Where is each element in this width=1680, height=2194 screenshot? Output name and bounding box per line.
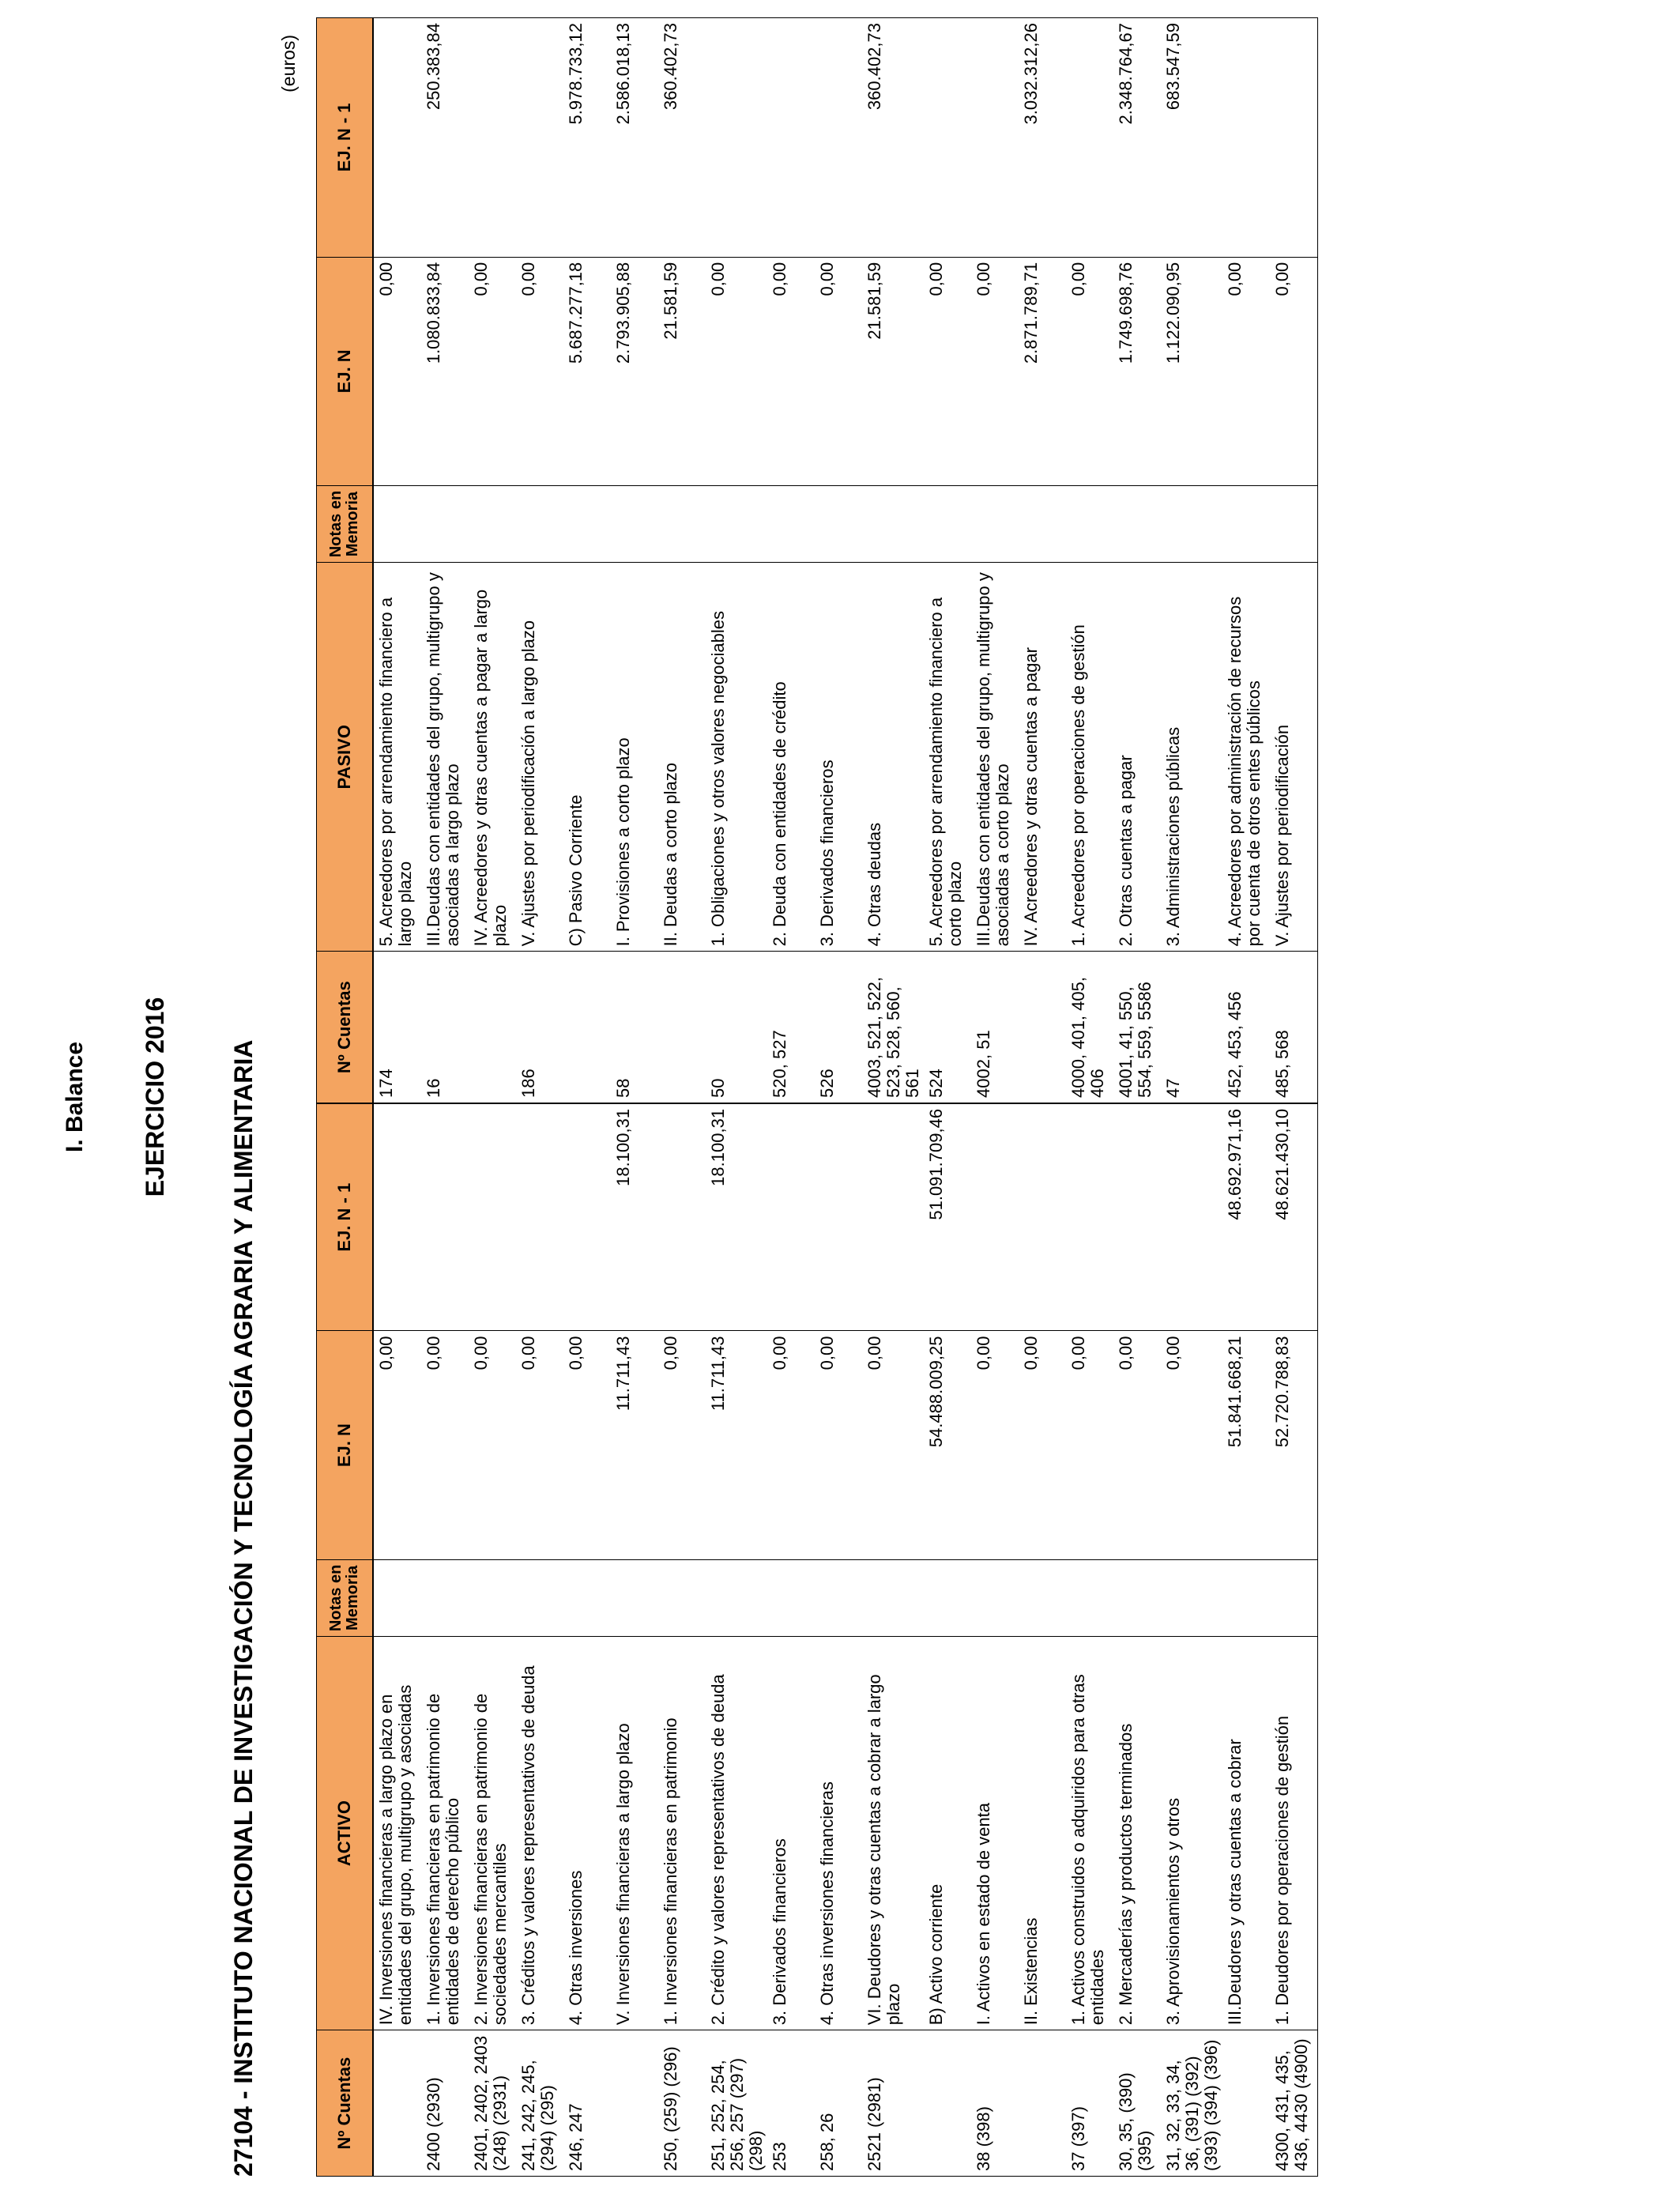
pasivo-notas-cell: [1270, 485, 1318, 562]
col-header-cuentas-activo: Nº Cuentas: [317, 2030, 374, 2177]
pasivo-ej-n1-cell: 2.348.764,67: [1113, 18, 1161, 258]
pasivo-notas-cell: [924, 485, 971, 562]
pasivo-cuentas-cell: 186: [516, 952, 563, 1103]
table-row: [611, 18, 658, 2177]
activo-notas-cell: [1222, 1559, 1270, 1636]
table-row: [1270, 18, 1318, 2177]
pasivo-ej-n-cell: 0,00: [815, 257, 862, 485]
pasivo-notas-cell: [862, 485, 924, 562]
pasivo-ej-n1-cell: 3.032.312,26: [1019, 18, 1066, 258]
activo-label-cell: 1. Inversiones financieras en patrimonio de entidades de derecho público: [421, 1636, 469, 2030]
activo-label-cell: 3. Derivados financieros: [767, 1636, 815, 2030]
pasivo-cuentas-cell: 452, 453, 456: [1222, 952, 1270, 1103]
activo-notas-cell: [611, 1559, 658, 1636]
pasivo-cuentas-cell: [1019, 952, 1066, 1103]
activo-notas-cell: [373, 1559, 421, 1636]
activo-label-cell: 1. Inversiones financieras en patrimonio: [658, 1636, 706, 2030]
pasivo-ej-n-cell: 1.080.833,84: [421, 257, 469, 485]
pasivo-label-cell: II. Deudas a corto plazo: [658, 563, 706, 952]
pasivo-ej-n1-cell: [469, 18, 516, 258]
table-row: [516, 18, 563, 2177]
activo-ej-n-cell: 0,00: [1019, 1331, 1066, 1559]
activo-ej-n-cell: 52.720.788,83: [1270, 1331, 1318, 1559]
activo-ej-n-cell: 0,00: [1161, 1331, 1222, 1559]
activo-ej-n1-cell: 18.100,31: [611, 1103, 658, 1331]
pasivo-cuentas-cell: 524: [924, 952, 971, 1103]
activo-label-cell: III.Deudores y otras cuentas a cobrar: [1222, 1636, 1270, 2030]
activo-notas-cell: [971, 1559, 1019, 1636]
pasivo-ej-n-cell: 21.581,59: [862, 257, 924, 485]
col-header-ej-n-activo: EJ. N: [317, 1331, 374, 1559]
activo-ej-n-cell: 0,00: [469, 1331, 516, 1559]
activo-ej-n1-cell: [1019, 1103, 1066, 1331]
pasivo-notas-cell: [1066, 485, 1113, 562]
pasivo-cuentas-cell: 4002, 51: [971, 952, 1019, 1103]
pasivo-ej-n1-cell: [373, 18, 421, 258]
pasivo-ej-n-cell: 0,00: [373, 257, 421, 485]
activo-ej-n-cell: 0,00: [971, 1331, 1019, 1559]
pasivo-ej-n-cell: 2.871.789,71: [1019, 257, 1066, 485]
pasivo-label-cell: 5. Acreedores por arrendamiento financiero a largo plazo: [373, 563, 421, 952]
activo-ej-n1-cell: [1066, 1103, 1113, 1331]
pasivo-ej-n-cell: 0,00: [767, 257, 815, 485]
page-title: I. Balance: [62, 1041, 88, 1153]
table-row: [1019, 18, 1066, 2177]
pasivo-notas-cell: [658, 485, 706, 562]
activo-label-cell: II. Existencias: [1019, 1636, 1066, 2030]
pasivo-label-cell: IV. Acreedores y otras cuentas a pagar a largo plazo: [469, 563, 516, 952]
table-row: [767, 18, 815, 2177]
col-header-ej-n1-pasivo: EJ. N - 1: [317, 18, 374, 258]
activo-notas-cell: [563, 1559, 611, 1636]
pasivo-cuentas-cell: 47: [1161, 952, 1222, 1103]
pasivo-ej-n1-cell: [1222, 18, 1270, 258]
activo-cuentas-cell: 250, (259) (296): [658, 2030, 706, 2177]
pasivo-label-cell: III.Deudas con entidades del grupo, multigrupo y asociadas a largo plazo: [421, 563, 469, 952]
activo-cuentas-cell: [1019, 2030, 1066, 2177]
balance-table: [316, 17, 1318, 2177]
activo-cuentas-cell: 2400 (2930): [421, 2030, 469, 2177]
activo-label-cell: 1. Deudores por operaciones de gestión: [1270, 1636, 1318, 2030]
pasivo-label-cell: V. Ajustes por periodificación a largo plazo: [516, 563, 563, 952]
activo-label-cell: 2. Inversiones financieras en patrimonio de sociedades mercantiles: [469, 1636, 516, 2030]
activo-notas-cell: [421, 1559, 469, 1636]
activo-notas-cell: [469, 1559, 516, 1636]
activo-ej-n-cell: 11.711,43: [706, 1331, 767, 1559]
activo-notas-cell: [862, 1559, 924, 1636]
pasivo-label-cell: V. Ajustes por periodificación: [1270, 563, 1318, 952]
activo-ej-n-cell: 51.841.668,21: [1222, 1331, 1270, 1559]
activo-ej-n-cell: 11.711,43: [611, 1331, 658, 1559]
pasivo-cuentas-cell: 4000, 401, 405, 406: [1066, 952, 1113, 1103]
exercise-title: EJERCICIO 2016: [141, 997, 169, 1197]
table-row: [1222, 18, 1270, 2177]
pasivo-notas-cell: [1161, 485, 1222, 562]
pasivo-cuentas-cell: 520, 527: [767, 952, 815, 1103]
table-row: [373, 18, 421, 2177]
activo-notas-cell: [924, 1559, 971, 1636]
pasivo-notas-cell: [611, 485, 658, 562]
pasivo-ej-n-cell: 5.687.277,18: [563, 257, 611, 485]
activo-ej-n1-cell: [1161, 1103, 1222, 1331]
activo-ej-n1-cell: 18.100,31: [706, 1103, 767, 1331]
activo-ej-n1-cell: [421, 1103, 469, 1331]
activo-label-cell: 3. Créditos y valores representativos de deuda: [516, 1636, 563, 2030]
activo-cuentas-cell: 241, 242, 245, (294) (295): [516, 2030, 563, 2177]
table-row: [421, 18, 469, 2177]
activo-ej-n1-cell: [971, 1103, 1019, 1331]
activo-notas-cell: [1066, 1559, 1113, 1636]
activo-notas-cell: [516, 1559, 563, 1636]
pasivo-ej-n1-cell: [1066, 18, 1113, 258]
col-header-ej-n-pasivo: EJ. N: [317, 257, 374, 485]
activo-cuentas-cell: 4300, 431, 435, 436, 4430 (4900): [1270, 2030, 1318, 2177]
activo-label-cell: V. Inversiones financieras a largo plazo: [611, 1636, 658, 2030]
activo-ej-n-cell: 54.488.009,25: [924, 1331, 971, 1559]
pasivo-ej-n1-cell: 5.978.733,12: [563, 18, 611, 258]
activo-ej-n1-cell: 51.091.709,46: [924, 1103, 971, 1331]
activo-cuentas-cell: 251, 252, 254, 256, 257 (297) (298): [706, 2030, 767, 2177]
activo-cuentas-cell: [373, 2030, 421, 2177]
table-row: [1161, 18, 1222, 2177]
activo-cuentas-cell: [1222, 2030, 1270, 2177]
activo-ej-n1-cell: [767, 1103, 815, 1331]
pasivo-notas-cell: [706, 485, 767, 562]
table-row: [815, 18, 862, 2177]
activo-cuentas-cell: 253: [767, 2030, 815, 2177]
activo-cuentas-cell: 246, 247: [563, 2030, 611, 2177]
activo-ej-n1-cell: 48.621.430,10: [1270, 1103, 1318, 1331]
activo-label-cell: IV. Inversiones financieras a largo plazo en entidades del grupo, multigrupo y asociadas: [373, 1636, 421, 2030]
activo-label-cell: 4. Otras inversiones: [563, 1636, 611, 2030]
pasivo-cuentas-cell: 16: [421, 952, 469, 1103]
pasivo-label-cell: C) Pasivo Corriente: [563, 563, 611, 952]
activo-cuentas-cell: 2401, 2402, 2403 (248) (2931): [469, 2030, 516, 2177]
pasivo-ej-n1-cell: [516, 18, 563, 258]
units-label: (euros): [278, 35, 299, 92]
activo-ej-n-cell: 0,00: [658, 1331, 706, 1559]
table-row: [706, 18, 767, 2177]
activo-label-cell: 4. Otras inversiones financieras: [815, 1636, 862, 2030]
pasivo-notas-cell: [767, 485, 815, 562]
pasivo-cuentas-cell: 526: [815, 952, 862, 1103]
activo-ej-n-cell: 0,00: [815, 1331, 862, 1559]
activo-notas-cell: [1270, 1559, 1318, 1636]
pasivo-ej-n1-cell: 360.402,73: [658, 18, 706, 258]
activo-ej-n-cell: 0,00: [373, 1331, 421, 1559]
pasivo-cuentas-cell: 4001, 41, 550, 554, 559, 5586: [1113, 952, 1161, 1103]
pasivo-cuentas-cell: 58: [611, 952, 658, 1103]
pasivo-ej-n1-cell: [767, 18, 815, 258]
activo-cuentas-cell: 30, 35, (390) (395): [1113, 2030, 1161, 2177]
activo-ej-n-cell: 0,00: [516, 1331, 563, 1559]
activo-cuentas-cell: 37 (397): [1066, 2030, 1113, 2177]
pasivo-label-cell: 4. Acreedores por administración de recursos por cuenta de otros entes públicos: [1222, 563, 1270, 952]
activo-cuentas-cell: [611, 2030, 658, 2177]
pasivo-ej-n-cell: 0,00: [469, 257, 516, 485]
table-row: [1066, 18, 1113, 2177]
pasivo-notas-cell: [1113, 485, 1161, 562]
pasivo-label-cell: 2. Otras cuentas a pagar: [1113, 563, 1161, 952]
pasivo-label-cell: 4. Otras deudas: [862, 563, 924, 952]
table-row: [862, 18, 924, 2177]
activo-notas-cell: [1019, 1559, 1066, 1636]
pasivo-label-cell: IV. Acreedores y otras cuentas a pagar: [1019, 563, 1066, 952]
table-row: [1113, 18, 1161, 2177]
col-header-notas-activo: Notas en Memoria: [317, 1559, 374, 1636]
header-row: [317, 18, 374, 2177]
pasivo-label-cell: 3. Derivados financieros: [815, 563, 862, 952]
activo-cuentas-cell: [924, 2030, 971, 2177]
activo-ej-n1-cell: [658, 1103, 706, 1331]
pasivo-cuentas-cell: [658, 952, 706, 1103]
pasivo-notas-cell: [971, 485, 1019, 562]
activo-notas-cell: [658, 1559, 706, 1636]
activo-notas-cell: [1113, 1559, 1161, 1636]
activo-label-cell: I. Activos en estado de venta: [971, 1636, 1019, 2030]
activo-cuentas-cell: 258, 26: [815, 2030, 862, 2177]
pasivo-ej-n-cell: 1.749.698,76: [1113, 257, 1161, 485]
balance-rows: [373, 18, 1318, 2177]
pasivo-label-cell: 3. Administraciones públicas: [1161, 563, 1222, 952]
entity-title: 27104 - INSTITUTO NACIONAL DE INVESTIGACIÓN Y TECNOLOGÍA AGRARIA Y ALIMENTARIA: [229, 1039, 258, 2177]
pasivo-ej-n1-cell: 683.547,59: [1161, 18, 1222, 258]
activo-label-cell: B) Activo corriente: [924, 1636, 971, 2030]
col-header-cuentas-pasivo: Nº Cuentas: [317, 952, 374, 1103]
activo-ej-n1-cell: [1113, 1103, 1161, 1331]
pasivo-ej-n1-cell: 360.402,73: [862, 18, 924, 258]
activo-label-cell: 2. Crédito y valores representativos de deuda: [706, 1636, 767, 2030]
activo-label-cell: VI. Deudores y otras cuentas a cobrar a largo plazo: [862, 1636, 924, 2030]
col-header-ej-n1-activo: EJ. N - 1: [317, 1103, 374, 1331]
col-header-pasivo: PASIVO: [317, 563, 374, 952]
pasivo-ej-n-cell: 0,00: [924, 257, 971, 485]
activo-cuentas-cell: 31, 32, 33, 34, 36, (391) (392) (393) (394) (396): [1161, 2030, 1222, 2177]
pasivo-notas-cell: [421, 485, 469, 562]
activo-label-cell: 3. Aprovisionamientos y otros: [1161, 1636, 1222, 2030]
pasivo-ej-n-cell: 0,00: [1222, 257, 1270, 485]
activo-notas-cell: [1161, 1559, 1222, 1636]
pasivo-notas-cell: [516, 485, 563, 562]
table-row: [469, 18, 516, 2177]
pasivo-ej-n1-cell: [706, 18, 767, 258]
activo-ej-n-cell: 0,00: [421, 1331, 469, 1559]
pasivo-notas-cell: [373, 485, 421, 562]
pasivo-ej-n-cell: 1.122.090,95: [1161, 257, 1222, 485]
activo-ej-n1-cell: [563, 1103, 611, 1331]
pasivo-label-cell: 5. Acreedores por arrendamiento financiero a corto plazo: [924, 563, 971, 952]
table-row: [563, 18, 611, 2177]
pasivo-cuentas-cell: [469, 952, 516, 1103]
pasivo-notas-cell: [815, 485, 862, 562]
pasivo-cuentas-cell: 174: [373, 952, 421, 1103]
pasivo-ej-n-cell: 2.793.905,88: [611, 257, 658, 485]
activo-notas-cell: [815, 1559, 862, 1636]
col-header-notas-pasivo: Notas en Memoria: [317, 485, 374, 562]
pasivo-cuentas-cell: 50: [706, 952, 767, 1103]
pasivo-ej-n-cell: 0,00: [706, 257, 767, 485]
pasivo-ej-n-cell: 0,00: [1270, 257, 1318, 485]
pasivo-ej-n1-cell: 250.383,84: [421, 18, 469, 258]
activo-notas-cell: [706, 1559, 767, 1636]
pasivo-cuentas-cell: 485, 568: [1270, 952, 1318, 1103]
pasivo-ej-n1-cell: [1270, 18, 1318, 258]
activo-ej-n-cell: 0,00: [563, 1331, 611, 1559]
activo-ej-n-cell: 0,00: [862, 1331, 924, 1559]
activo-ej-n-cell: 0,00: [1066, 1331, 1113, 1559]
table-row: [924, 18, 971, 2177]
activo-ej-n1-cell: [815, 1103, 862, 1331]
activo-ej-n1-cell: [516, 1103, 563, 1331]
pasivo-notas-cell: [1222, 485, 1270, 562]
activo-ej-n1-cell: [469, 1103, 516, 1331]
pasivo-label-cell: 1. Acreedores por operaciones de gestión: [1066, 563, 1113, 952]
pasivo-cuentas-cell: 4003, 521, 522, 523, 528, 560, 561: [862, 952, 924, 1103]
activo-ej-n1-cell: [373, 1103, 421, 1331]
pasivo-ej-n1-cell: 2.586.018,13: [611, 18, 658, 258]
activo-label-cell: 1. Activos construidos o adquiridos para otras entidades: [1066, 1636, 1113, 2030]
pasivo-label-cell: III.Deudas con entidades del grupo, multigrupo y asociadas a corto plazo: [971, 563, 1019, 952]
pasivo-ej-n1-cell: [971, 18, 1019, 258]
pasivo-label-cell: 2. Deuda con entidades de crédito: [767, 563, 815, 952]
activo-ej-n1-cell: 48.692.971,16: [1222, 1103, 1270, 1331]
table-row: [658, 18, 706, 2177]
pasivo-label-cell: 1. Obligaciones y otros valores negociables: [706, 563, 767, 952]
table-row: [971, 18, 1019, 2177]
pasivo-ej-n-cell: 0,00: [1066, 257, 1113, 485]
pasivo-ej-n1-cell: [924, 18, 971, 258]
pasivo-notas-cell: [469, 485, 516, 562]
activo-ej-n1-cell: [862, 1103, 924, 1331]
pasivo-cuentas-cell: [563, 952, 611, 1103]
activo-notas-cell: [767, 1559, 815, 1636]
pasivo-ej-n-cell: 0,00: [971, 257, 1019, 485]
activo-label-cell: 2. Mercaderías y productos terminados: [1113, 1636, 1161, 2030]
pasivo-label-cell: I. Provisiones a corto plazo: [611, 563, 658, 952]
activo-cuentas-cell: 2521 (2981): [862, 2030, 924, 2177]
pasivo-notas-cell: [563, 485, 611, 562]
activo-ej-n-cell: 0,00: [1113, 1331, 1161, 1559]
activo-cuentas-cell: 38 (398): [971, 2030, 1019, 2177]
pasivo-ej-n-cell: 0,00: [516, 257, 563, 485]
pasivo-ej-n1-cell: [815, 18, 862, 258]
col-header-activo: ACTIVO: [317, 1636, 374, 2030]
pasivo-notas-cell: [1019, 485, 1066, 562]
pasivo-ej-n-cell: 21.581,59: [658, 257, 706, 485]
activo-ej-n-cell: 0,00: [767, 1331, 815, 1559]
